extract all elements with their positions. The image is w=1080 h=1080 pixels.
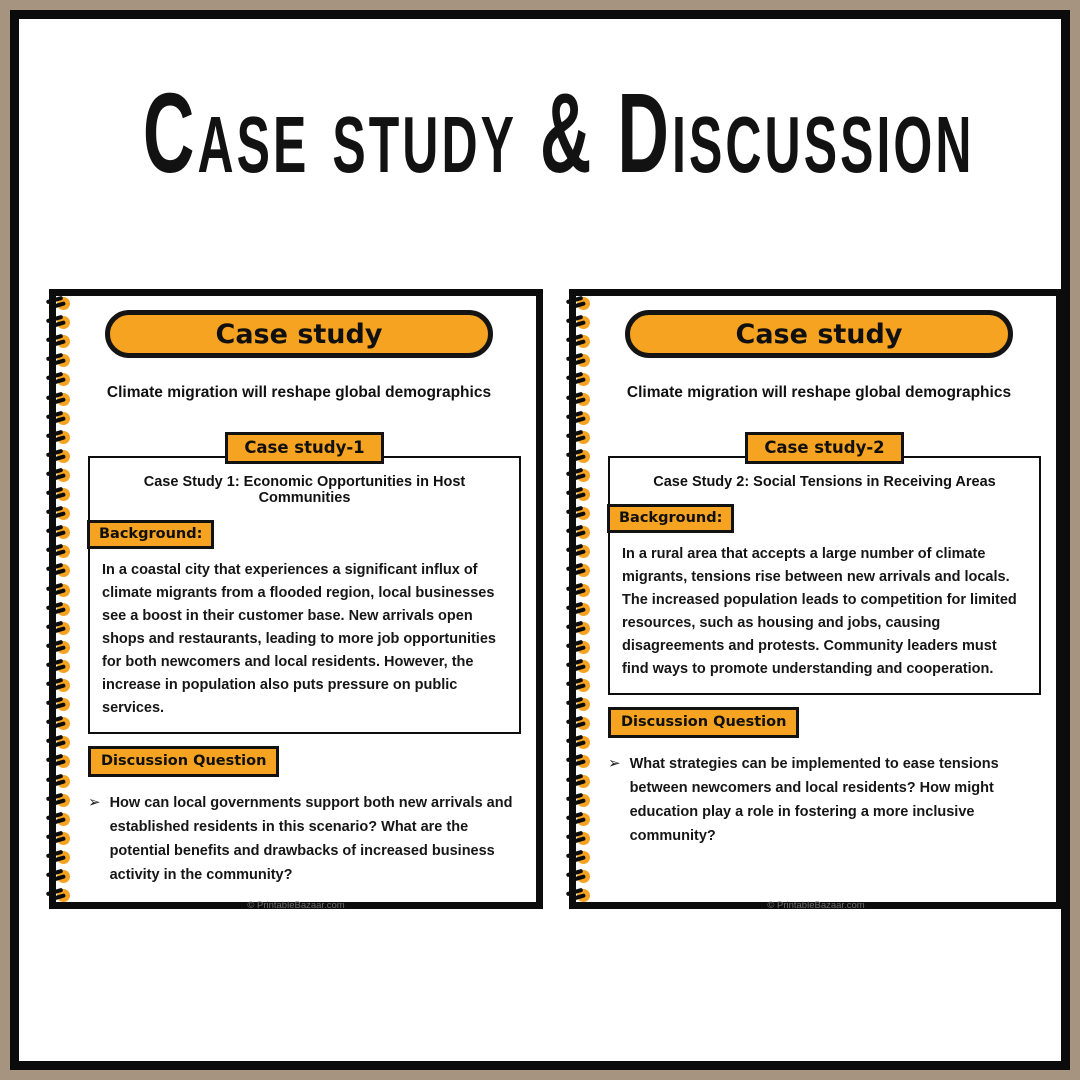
background-text: In a coastal city that experiences a significant influx of climate migrants from a flooded region, local businesses see a boost in their customer base. New arrivals open shops and restaurants, leading to more job opportunities for both newcomers and local residents. However, the increase in population also puts pressure on public services. xyxy=(102,562,496,716)
page-title-text: Case study & Discussion xyxy=(143,69,975,196)
discussion-question-item xyxy=(608,752,1041,848)
arrow-bullet-icon: ➢ xyxy=(608,755,621,772)
case-study-card-2 xyxy=(569,289,1063,909)
discussion-question-text: What strategies can be implemented to ease tensions between newcomers and local residents? How might education play a role in fostering a more inclusive community? xyxy=(629,756,999,844)
page-title xyxy=(19,55,1080,210)
card-footer-credit: © PrintableBazaar.com xyxy=(767,900,865,911)
card-subtitle: Climate migration will reshape global demographics xyxy=(106,384,492,401)
background-label: Background: xyxy=(607,504,734,533)
discussion-question-item xyxy=(88,791,521,887)
card-header-pill xyxy=(105,310,493,358)
card-content xyxy=(56,310,536,916)
background-text: In a rural area that accepts a large number of climate migrants, tensions rise between new arrivals and locals. The increased population leads to competition for limited resources, such as housing and jobs, causing disagreements and protests. Community leaders must find ways to promote understanding and cooperation. xyxy=(622,546,1017,677)
page-frame xyxy=(10,10,1070,1070)
card-header-pill xyxy=(625,310,1013,358)
card-header-label: Case study xyxy=(735,318,903,350)
case-study-box xyxy=(608,456,1041,695)
case-study-section xyxy=(88,432,521,887)
case-study-title: Case Study 2: Social Tensions in Receiving Areas xyxy=(653,474,996,490)
case-study-tab: Case study-2 xyxy=(745,432,903,464)
case-study-title: Case Study 1: Economic Opportunities in Host Communities xyxy=(143,474,466,506)
discussion-question-label: Discussion Question xyxy=(88,746,279,777)
card-header-label: Case study xyxy=(215,318,383,350)
discussion-question-label: Discussion Question xyxy=(608,707,799,738)
case-study-box xyxy=(88,456,521,734)
card-content xyxy=(576,310,1056,916)
case-study-section xyxy=(608,432,1041,848)
case-study-card-1 xyxy=(49,289,543,909)
card-footer-credit: © PrintableBazaar.com xyxy=(247,900,345,911)
discussion-question-text: How can local governments support both new arrivals and established residents in this scenario? What are the potential benefits and drawbacks of increased business activity in the community? xyxy=(109,795,513,883)
background-label: Background: xyxy=(87,520,214,549)
case-study-tab: Case study-1 xyxy=(225,432,383,464)
card-subtitle: Climate migration will reshape global demographics xyxy=(626,384,1012,401)
arrow-bullet-icon: ➢ xyxy=(88,794,101,811)
